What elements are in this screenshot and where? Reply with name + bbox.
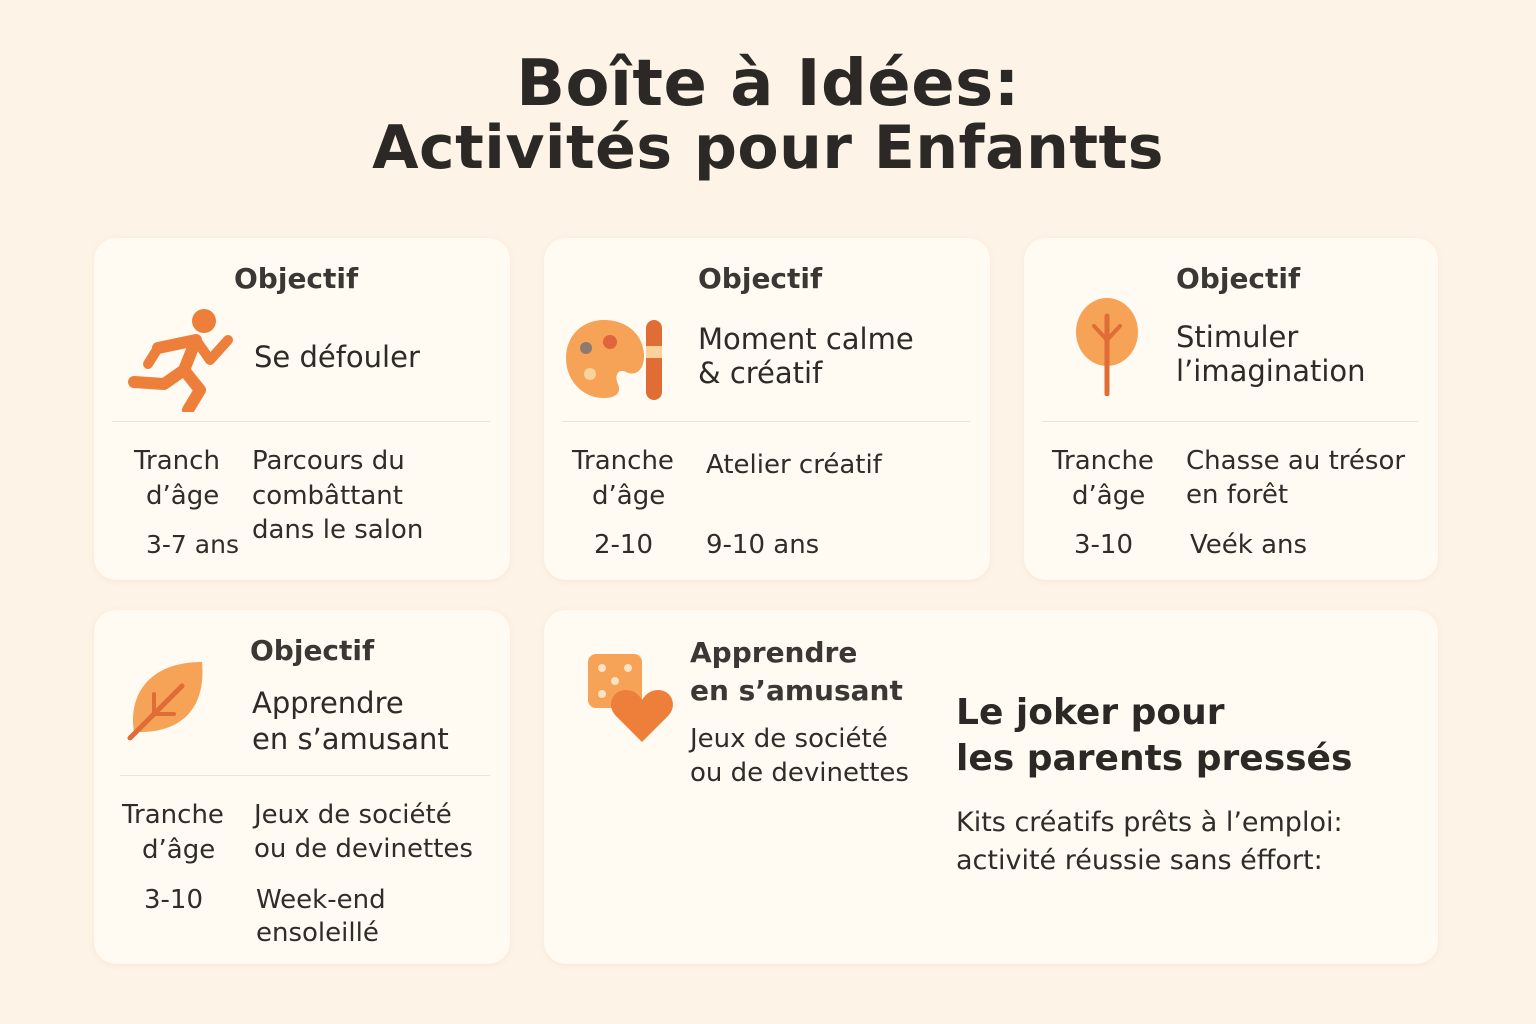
duration-line2: ensoleillé xyxy=(256,918,379,948)
duration: 9-10 ans xyxy=(706,530,820,560)
activity-card-defouler xyxy=(94,238,510,580)
joker-text-line1: Kits créatifs prêts à l’emploi: xyxy=(956,807,1343,838)
card-heading: Objectif xyxy=(250,634,375,667)
feature-text-line2: ou de devinettes xyxy=(690,758,909,788)
activity-line2: combâttant xyxy=(252,481,403,511)
age-label-line2: d’âge xyxy=(592,481,666,511)
activity-line1: Jeux de société xyxy=(254,800,452,830)
age-value: 3-7 ans xyxy=(146,530,239,559)
activity-line1: Parcours du xyxy=(252,446,405,476)
page-title-line1: Boîte à Idées: xyxy=(516,47,1020,121)
card-divider xyxy=(120,775,490,776)
card-divider xyxy=(1042,421,1418,422)
activity-card-apprendre xyxy=(94,610,510,964)
dice-heart-icon xyxy=(586,652,676,744)
duration: Veék ans xyxy=(1190,530,1308,560)
card-goal: Se défouler xyxy=(254,340,420,374)
feature-text-line1: Jeux de société xyxy=(690,724,888,754)
feature-heading-line1: Apprendre xyxy=(690,636,858,669)
activity-line1: Chasse au trésor xyxy=(1186,446,1406,476)
age-label-line1: Tranche xyxy=(122,800,224,830)
card-heading: Objectif xyxy=(1176,262,1301,295)
age-label-line1: Tranche xyxy=(1052,446,1154,476)
feature-card-joker xyxy=(544,610,1438,964)
tree-icon xyxy=(1074,296,1140,396)
card-goal-line2: l’imagination xyxy=(1176,354,1366,388)
card-divider xyxy=(112,421,490,422)
joker-text-line2: activité réussie sans éffort: xyxy=(956,845,1323,876)
activity-card-calme xyxy=(544,238,990,580)
card-heading: Objectif xyxy=(234,262,359,295)
duration-line1: Week-end xyxy=(256,885,386,915)
age-label-line2: d’âge xyxy=(142,835,216,865)
card-goal-line1: Apprendre xyxy=(252,686,404,720)
activity: Atelier créatif xyxy=(706,450,882,480)
card-divider xyxy=(562,421,970,422)
feature-heading-line2: en s’amusant xyxy=(690,674,903,707)
age-value: 3-10 xyxy=(144,885,204,915)
age-value: 2-10 xyxy=(594,530,654,560)
leaf-icon xyxy=(124,656,210,742)
card-goal-line1: Moment calme xyxy=(698,322,914,356)
activity-line3: dans le salon xyxy=(252,515,424,545)
card-goal-line1: Stimuler xyxy=(1176,320,1299,354)
age-label-line2: d’âge xyxy=(1072,481,1146,511)
paint-palette-icon xyxy=(564,318,668,400)
card-heading: Objectif xyxy=(698,262,823,295)
activity-card-imagination xyxy=(1024,238,1438,580)
age-label-line1: Tranche xyxy=(572,446,674,476)
running-person-icon xyxy=(128,306,238,412)
joker-title-line2: les parents pressés xyxy=(956,738,1353,779)
page-title xyxy=(0,47,1536,183)
card-goal-line2: & créatif xyxy=(698,356,823,390)
card-goal-line2: en s’amusant xyxy=(252,722,449,756)
activity-line2: ou de devinettes xyxy=(254,834,473,864)
age-value: 3-10 xyxy=(1074,530,1134,560)
age-label-line1: Tranch xyxy=(134,446,220,476)
activity-line2: en forêt xyxy=(1186,480,1289,510)
page-title-line2: Activités pour Enfantts xyxy=(372,112,1164,183)
joker-title-line1: Le joker pour xyxy=(956,692,1225,733)
age-label-line2: d’âge xyxy=(146,481,220,511)
